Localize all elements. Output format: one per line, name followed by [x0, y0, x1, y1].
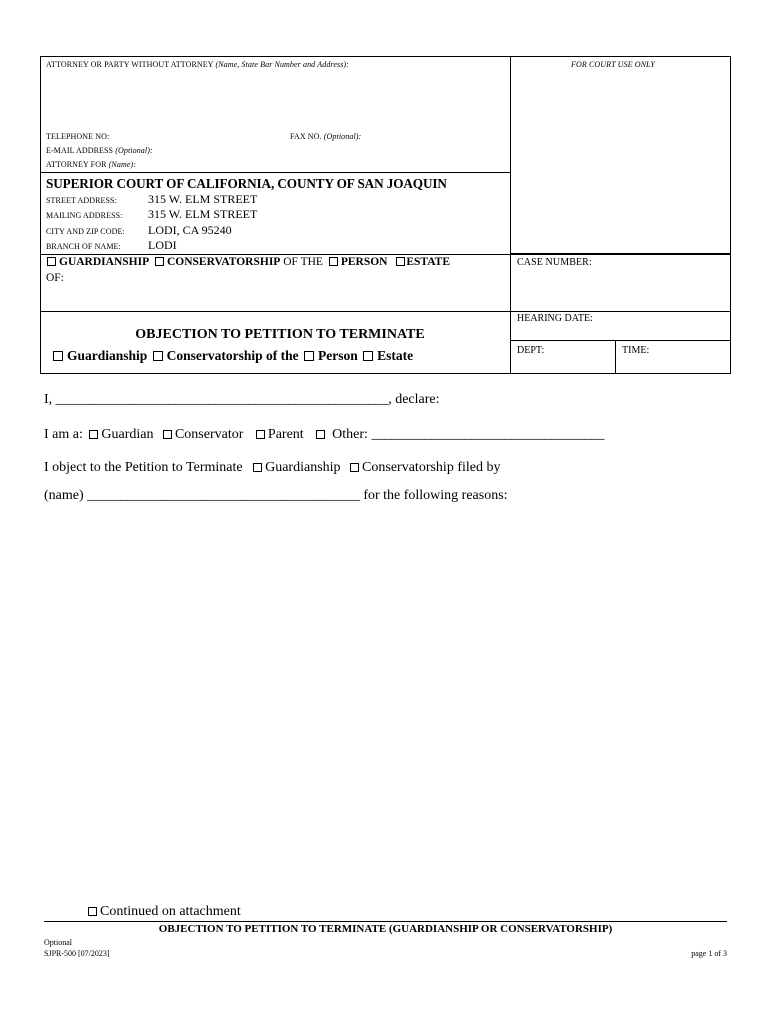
parent-label: Parent	[267, 427, 304, 442]
object-line	[44, 460, 500, 476]
title-estate-checkbox[interactable]	[363, 351, 373, 361]
footer-form-id: SJPR-500 [07/2023]	[44, 949, 110, 958]
attorney-for-note: (Name):	[108, 160, 137, 169]
mailing-label: MAILING ADDRESS:	[46, 211, 123, 220]
case-person-label: PERSON	[340, 256, 388, 268]
person-checkbox[interactable]	[329, 257, 338, 266]
continued-checkbox[interactable]	[88, 907, 97, 916]
declarant-name-field[interactable]: __________________________________________________	[55, 392, 389, 407]
role-line	[44, 427, 604, 443]
street-label: STREET ADDRESS:	[46, 196, 117, 205]
continued-line	[88, 904, 241, 920]
case-of-label: OF:	[46, 272, 64, 284]
object-guardianship-checkbox[interactable]	[253, 463, 262, 472]
object-conservatorship-checkbox[interactable]	[350, 463, 359, 472]
filer-name-field[interactable]: _________________________________________	[87, 488, 360, 503]
court-title: SUPERIOR COURT OF CALIFORNIA, COUNTY OF SAN JOAQUIN	[46, 176, 447, 191]
case-conservatorship-label: CONSERVATORSHIP	[166, 256, 281, 268]
attorney-label-note: (Name, State Bar Number and Address):	[215, 60, 349, 69]
email-label	[46, 146, 153, 155]
estate-checkbox[interactable]	[396, 257, 405, 266]
conservator-label: Conservator	[174, 427, 244, 442]
object-guardianship-label: Guardianship	[265, 460, 341, 475]
city-value: LODI, CA 95240	[148, 223, 232, 237]
conservator-checkbox[interactable]	[163, 430, 172, 439]
branch-value: LODI	[148, 238, 177, 252]
title-conservatorship-checkbox[interactable]	[153, 351, 163, 361]
guardian-checkbox[interactable]	[89, 430, 98, 439]
footer-optional: Optional	[44, 938, 72, 947]
footer-rule	[44, 921, 727, 922]
name-line	[44, 488, 508, 504]
attorney-for-label	[46, 160, 136, 169]
other-label: Other:	[332, 427, 368, 442]
fax-label-text: FAX NO.	[290, 132, 322, 141]
case-guardianship-label: GUARDIANSHIP	[59, 256, 150, 268]
attorney-label-text: ATTORNEY OR PARTY WITHOUT ATTORNEY	[46, 60, 214, 69]
telephone-label: TELEPHONE NO:	[46, 132, 110, 141]
attorney-for-text: ATTORNEY FOR	[46, 160, 107, 169]
case-number-label: CASE NUMBER:	[517, 257, 592, 268]
title-guardianship-checkbox[interactable]	[53, 351, 63, 361]
title-estate-label: Estate	[377, 348, 414, 363]
mailing-value: 315 W. ELM STREET	[148, 207, 258, 221]
dept-label: DEPT:	[517, 345, 545, 356]
parent-checkbox[interactable]	[256, 430, 265, 439]
other-field[interactable]: ___________________________________	[371, 427, 605, 442]
fax-label	[290, 132, 361, 141]
city-label: CITY AND ZIP CODE:	[46, 227, 125, 236]
continued-label: Continued on attachment	[100, 904, 241, 919]
declare-line	[44, 392, 439, 408]
case-estate-label: ESTATE	[406, 256, 451, 268]
declare-end: , declare:	[388, 392, 440, 407]
form-subtitle	[53, 348, 413, 364]
reasons-label: for the following reasons:	[363, 488, 508, 503]
email-label-text: E-MAIL ADDRESS	[46, 146, 114, 155]
title-conservatorship-label: Conservatorship of the	[166, 348, 299, 363]
time-label: TIME:	[622, 345, 650, 356]
attorney-label	[46, 60, 349, 69]
declare-start: I,	[44, 392, 53, 407]
court-use-label: FOR COURT USE ONLY	[571, 60, 655, 69]
footer-title: OBJECTION TO PETITION TO TERMINATE (GUARDIANSHIP OR CONSERVATORSHIP)	[158, 923, 613, 935]
other-checkbox[interactable]	[316, 430, 325, 439]
title-person-label: Person	[318, 348, 358, 363]
guardian-label: Guardian	[101, 427, 154, 442]
fax-label-note: (Optional):	[323, 132, 362, 141]
object-conservatorship-label: Conservatorship filed by	[362, 460, 501, 475]
branch-label: BRANCH OF NAME:	[46, 242, 121, 251]
object-text: I object to the Petition to Terminate	[44, 460, 243, 475]
street-value: 315 W. ELM STREET	[148, 192, 258, 206]
footer-page: page 1 of 3	[691, 949, 727, 958]
title-person-checkbox[interactable]	[304, 351, 314, 361]
filer-name-label: (name)	[44, 488, 84, 503]
case-of-the-label: OF THE	[283, 256, 323, 268]
email-label-note: (Optional):	[115, 146, 153, 155]
form-title: OBJECTION TO PETITION TO TERMINATE	[135, 327, 425, 342]
court-use-box	[510, 56, 731, 254]
guardianship-checkbox[interactable]	[47, 257, 56, 266]
case-type-line	[47, 256, 450, 268]
attorney-box	[40, 56, 511, 173]
conservatorship-checkbox[interactable]	[155, 257, 164, 266]
title-guardianship-label: Guardianship	[67, 348, 148, 363]
hearing-date-label: HEARING DATE:	[517, 313, 593, 324]
role-label: I am a:	[44, 427, 83, 442]
